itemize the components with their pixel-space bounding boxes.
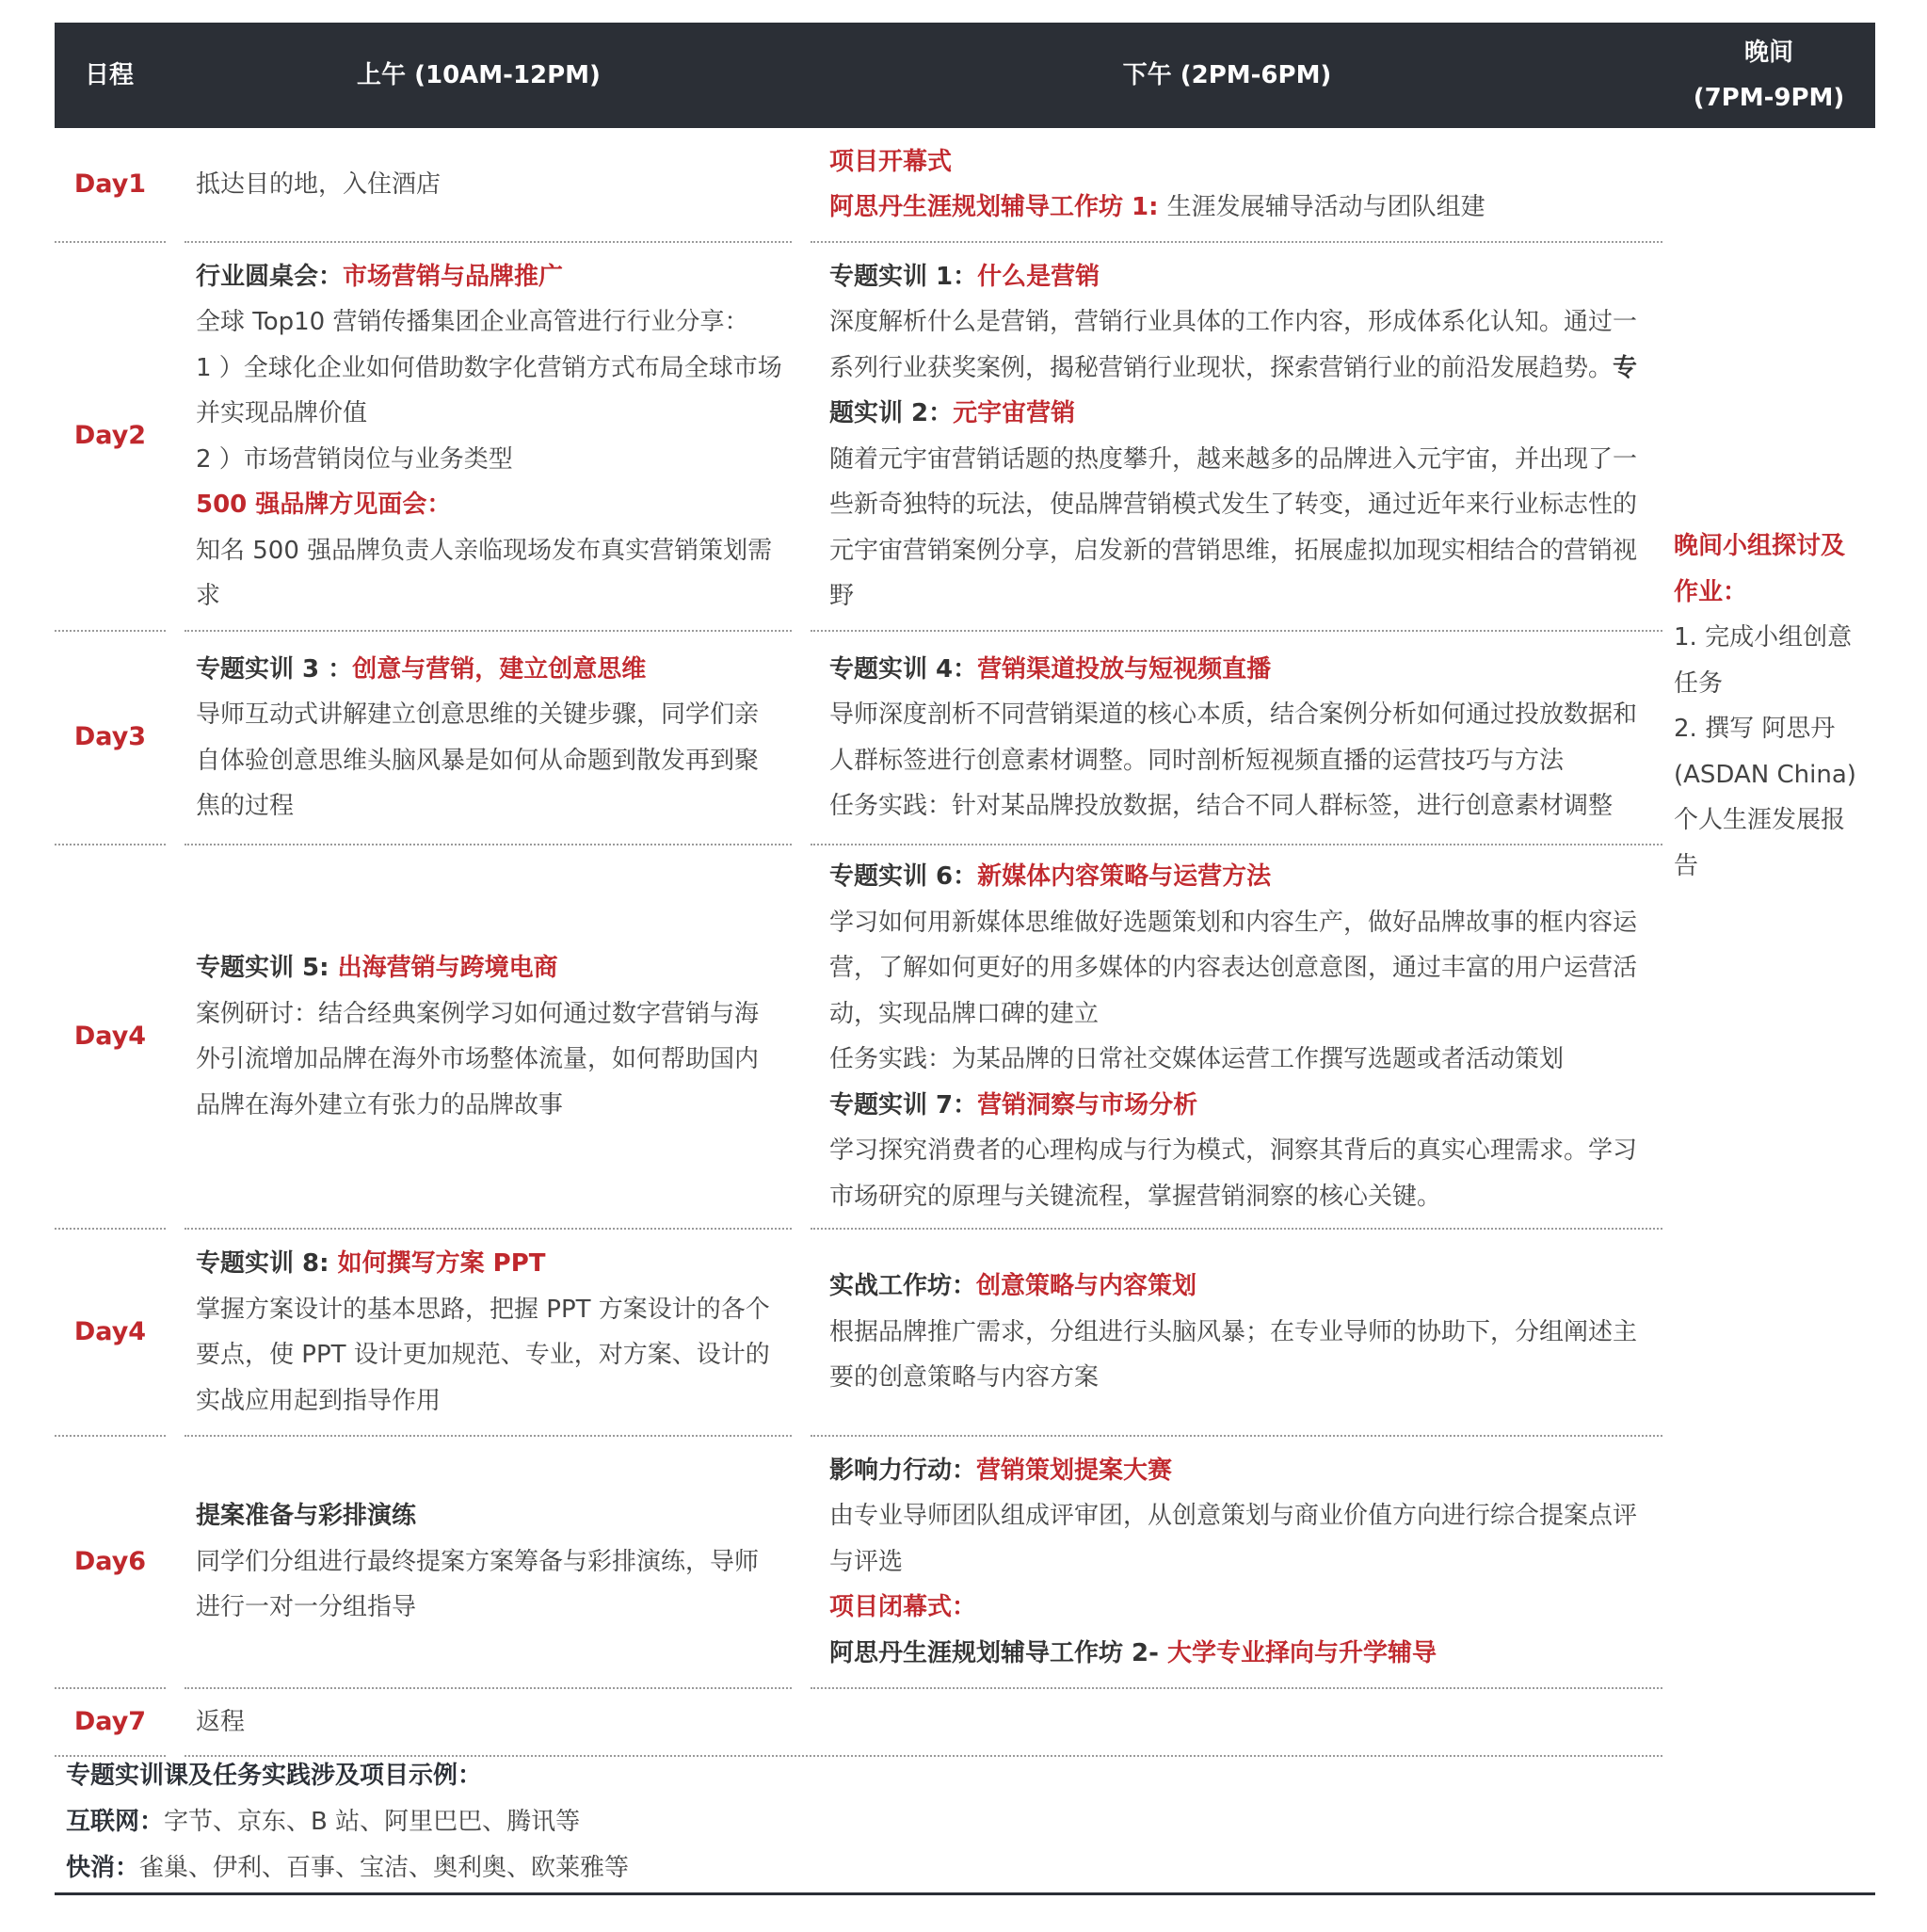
heading-prefix: 专题实训 1： xyxy=(829,262,978,291)
heading-prefix: 专题实训 5: xyxy=(196,954,338,982)
afternoon-text xyxy=(829,299,1649,437)
afternoon-heading xyxy=(829,1264,1649,1310)
afternoon-cell xyxy=(811,128,1662,243)
heading-topic: 创意策略与内容策划 xyxy=(976,1272,1197,1301)
heading-prefix: 专题实训 3 ： xyxy=(196,654,353,684)
footer-title: 专题实训课及任务实践涉及项目示例： xyxy=(66,1762,483,1790)
paragraph: 深度解析什么是营销，营销行业具体的工作内容，形成体系化认知。通过一系列行业获奖案例，揭秘营销行业现状，探索营销行业的前沿发展趋势。 xyxy=(829,308,1638,382)
morning-text: 知名 500 强品牌负责人亲临现场发布真实营销策划需求 xyxy=(196,536,773,610)
afternoon-cell xyxy=(811,243,1662,632)
morning-text: 1 ）全球化企业如何借助数字化营销方式布局全球市场并实现品牌价值 xyxy=(196,353,782,427)
afternoon-heading xyxy=(829,854,1649,900)
morning-heading: 500 强品牌方见面会： xyxy=(196,491,452,519)
heading-topic: 市场营销与品牌推广 xyxy=(343,262,564,291)
afternoon-text: 根据品牌推广需求，分组进行头脑风暴；在专业导师的协助下，分组阐述主要的创意策略与内容方案 xyxy=(829,1317,1638,1393)
morning-cell xyxy=(185,1689,1662,1757)
morning-text: 全球 Top10 营销传播集团企业高管进行行业分享： xyxy=(196,308,749,336)
morning-heading xyxy=(196,1241,782,1287)
heading-prefix: 专题实训 8: xyxy=(196,1249,338,1278)
footer-value: 字节、京东、B 站、阿里巴巴、腾讯等 xyxy=(164,1808,581,1836)
heading-prefix: 行业圆桌会： xyxy=(196,262,344,291)
heading-prefix: 专题实训 2： xyxy=(829,353,1638,427)
table-row xyxy=(55,845,1875,1230)
morning-cell xyxy=(185,128,792,243)
heading-topic: 大学专业择向与升学辅导 xyxy=(1167,1638,1437,1667)
heading-topic: 创意与营销，建立创意思维 xyxy=(352,654,647,684)
day-label: Day7 xyxy=(55,1689,166,1757)
afternoon-heading: 项目闭幕式： xyxy=(829,1593,977,1622)
morning-cell xyxy=(185,845,792,1230)
heading-topic: 什么是营销 xyxy=(977,262,1100,291)
header-schedule: 日程 xyxy=(85,61,135,89)
header-evening xyxy=(1662,23,1875,128)
afternoon-cell xyxy=(811,845,1662,1230)
morning-cell xyxy=(185,632,792,845)
morning-cell xyxy=(185,1230,792,1437)
morning-cell xyxy=(185,1437,792,1689)
header-afternoon: 下午 (2PM-6PM) xyxy=(1122,61,1332,89)
evening-cell xyxy=(1674,523,1862,889)
footer-notes xyxy=(66,1753,629,1892)
evening-title: 晚间小组探讨及作业： xyxy=(1674,532,1846,606)
afternoon-text: 任务实践：为某品牌的日常社交媒体运营工作撰写选题或者活动策划 xyxy=(829,1045,1565,1073)
heading-prefix: 专题实训 6： xyxy=(829,862,978,891)
day-label: Day3 xyxy=(55,632,166,845)
morning-text: 案例研讨：结合经典案例学习如何通过数字营销与海外引流增加品牌在海外市场整体流量，如何帮助国内品牌在海外建立有张力的品牌故事 xyxy=(196,999,760,1119)
morning-text: 掌握方案设计的基本思路，把握 PPT 方案设计的各个要点，使 PPT 设计更加规范、专业，对方案、设计的实战应用起到指导作用 xyxy=(196,1295,770,1415)
heading-topic: 元宇宙营销 xyxy=(953,399,1076,427)
afternoon-cell xyxy=(811,1230,1662,1437)
morning-text: 2 ）市场营销岗位与业务类型 xyxy=(196,444,513,474)
table-header xyxy=(55,23,1875,128)
afternoon-text: 学习探究消费者的心理构成与行为模式，洞察其背后的真实心理需求。学习市场研究的原理与关键流程，掌握营销洞察的核心关键。 xyxy=(829,1136,1638,1211)
heading-topic: 营销策划提案大赛 xyxy=(976,1456,1173,1485)
footer-value: 雀巢、伊利、百事、宝洁、奥利奥、欧莱雅等 xyxy=(139,1854,630,1882)
heading-topic: 营销洞察与市场分析 xyxy=(977,1090,1198,1119)
footer-label: 快消： xyxy=(66,1854,140,1882)
afternoon-heading xyxy=(829,647,1649,693)
morning-text: 返程 xyxy=(196,1707,246,1736)
header-evening-label: 晚间 xyxy=(1743,39,1793,67)
afternoon-cell xyxy=(811,632,1662,845)
bottom-divider xyxy=(55,1892,1875,1895)
afternoon-text: 生涯发展辅导活动与团队组建 xyxy=(1166,193,1485,221)
heading-prefix: 专题实训 4： xyxy=(829,654,978,684)
schedule-table xyxy=(55,23,1875,1757)
heading-topic: 出海营销与跨境电商 xyxy=(337,954,558,982)
heading-prefix: 影响力行动： xyxy=(829,1456,977,1485)
morning-heading xyxy=(196,254,782,300)
afternoon-title: 项目开幕式 xyxy=(829,147,953,176)
table-row xyxy=(55,243,1875,632)
footer-line xyxy=(66,1799,629,1845)
table-row xyxy=(55,1230,1875,1437)
heading-topic: 新媒体内容策略与运营方法 xyxy=(977,862,1272,891)
footer-label: 互联网： xyxy=(66,1808,165,1836)
afternoon-text: 由专业导师团队组成评审团，从创意策划与商业价值方向进行综合提案点评与评选 xyxy=(829,1502,1638,1576)
afternoon-heading xyxy=(829,254,1649,300)
afternoon-heading xyxy=(829,1631,1649,1677)
afternoon-cell xyxy=(811,1437,1662,1689)
evening-item: 2. 撰写 阿思丹 (ASDAN China) 个人生涯发展报告 xyxy=(1674,715,1856,880)
afternoon-line xyxy=(829,185,1649,231)
morning-heading xyxy=(196,945,782,991)
heading-prefix: 阿思丹生涯规划辅导工作坊 2- xyxy=(829,1638,1167,1667)
morning-cell xyxy=(185,243,792,632)
afternoon-title: 阿思丹生涯规划辅导工作坊 1: xyxy=(829,193,1167,221)
afternoon-text: 随着元宇宙营销话题的热度攀升，越来越多的品牌进入元宇宙，并出现了一些新奇独特的玩法，使品牌营销模式发生了转变，通过近年来行业标志性的元宇宙营销案例分享，启发新的营销思维，拓展虚拟加现实相结合的营销视野 xyxy=(829,444,1638,610)
table-row xyxy=(55,632,1875,845)
morning-heading xyxy=(196,647,782,693)
table-row xyxy=(55,1437,1875,1689)
day-label: Day1 xyxy=(55,128,166,243)
heading-prefix: 专题实训 7： xyxy=(829,1090,978,1119)
header-morning: 上午 (10AM-12PM) xyxy=(357,61,601,89)
heading-topic: 营销渠道投放与短视频直播 xyxy=(977,654,1272,684)
table-row xyxy=(55,1689,1875,1757)
evening-item: 1. 完成小组创意任务 xyxy=(1674,623,1853,698)
morning-text: 导师互动式讲解建立创意思维的关键步骤，同学们亲自体验创意思维头脑风暴是如何从命题到散发再到聚焦的过程 xyxy=(196,700,760,820)
afternoon-text: 导师深度剖析不同营销渠道的核心本质，结合案例分析如何通过投放数据和人群标签进行创意素材调整。同时剖析短视频直播的运营技巧与方法 xyxy=(829,700,1638,775)
table-row xyxy=(55,128,1875,243)
heading-prefix: 实战工作坊： xyxy=(829,1272,977,1301)
header-evening-time: (7PM-9PM) xyxy=(1693,84,1845,112)
afternoon-heading xyxy=(829,1448,1649,1494)
day-label: Day4 xyxy=(55,1230,166,1437)
afternoon-heading xyxy=(829,1083,1649,1129)
day-label: Day4 xyxy=(55,845,166,1230)
morning-text: 抵达目的地，入住酒店 xyxy=(196,169,442,199)
footer-line xyxy=(66,1845,629,1892)
day-label: Day2 xyxy=(55,243,166,632)
heading-topic: 如何撰写方案 PPT xyxy=(337,1249,546,1278)
afternoon-text: 学习如何用新媒体思维做好选题策划和内容生产，做好品牌故事的框内容运营，了解如何更好的用多媒体的内容表达创意意图，通过丰富的用户运营活动，实现品牌口碑的建立 xyxy=(829,908,1638,1028)
day-label: Day6 xyxy=(55,1437,166,1689)
afternoon-text: 任务实践：针对某品牌投放数据，结合不同人群标签，进行创意素材调整 xyxy=(829,792,1614,820)
morning-text: 同学们分组进行最终提案方案筹备与彩排演练，导师进行一对一分组指导 xyxy=(196,1547,760,1622)
morning-heading: 提案准备与彩排演练 xyxy=(196,1502,417,1531)
